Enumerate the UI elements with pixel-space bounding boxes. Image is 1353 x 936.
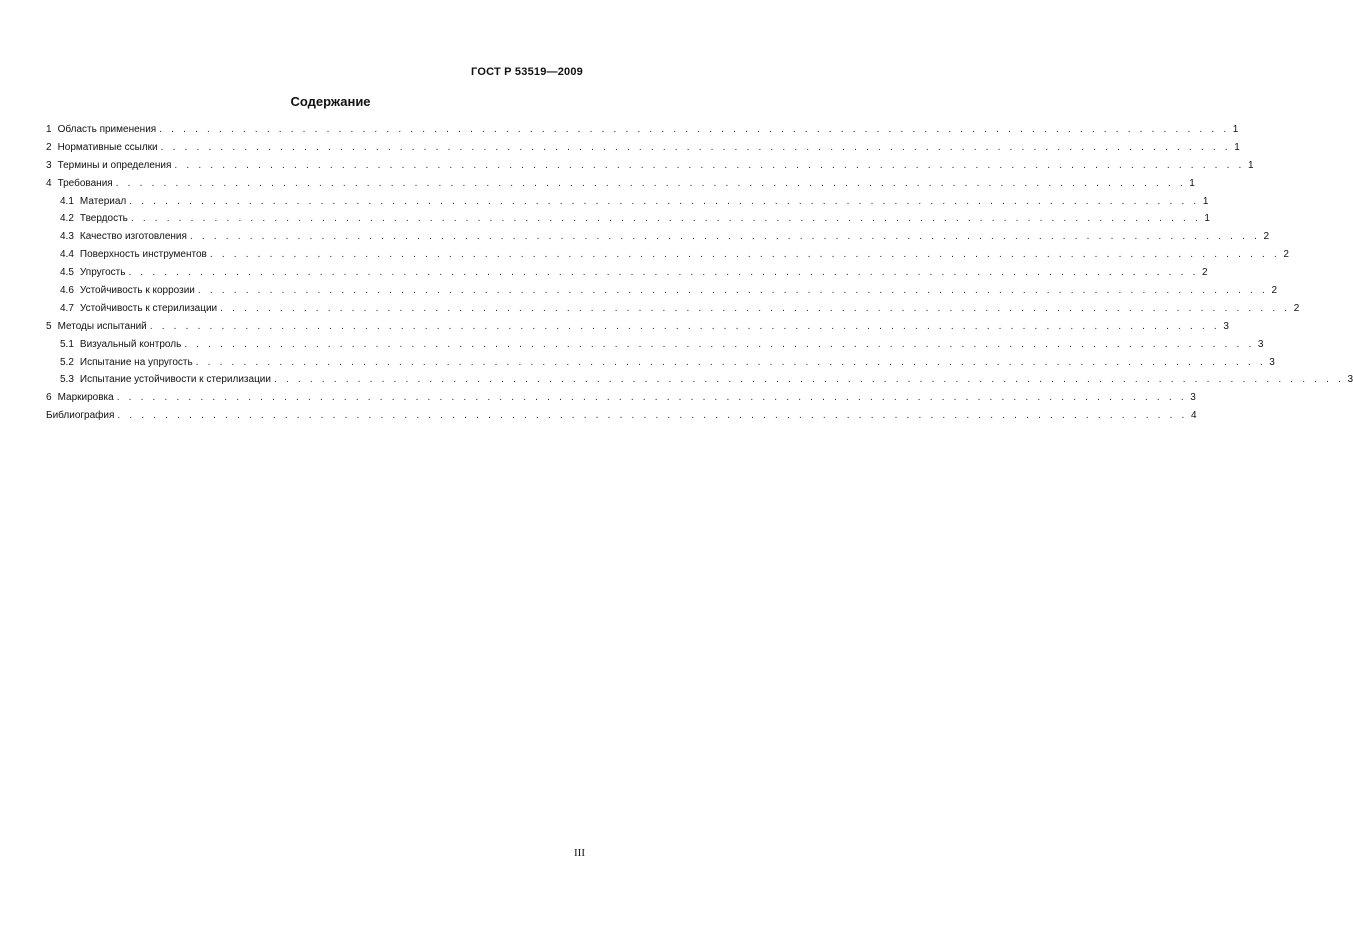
- toc-entry[interactable]: [46, 336, 1264, 354]
- dot-leader: . . . . . . . . . . . . . . . . . . . . . . . . . . . . . . . . . . . . . . . . . . . . . . . . . . . . . . . . . . . . . . . . . . . . . . . . . . . . . . . . . . . . . . . . . .: [209, 249, 1280, 261]
- toc-entry-number: 6: [46, 392, 52, 404]
- dot-leader: . . . . . . . . . . . . . . . . . . . . . . . . . . . . . . . . . . . . . . . . . . . . . . . . . . . . . . . . . . . . . . . . . . . . . . . . . . . . . . . . . . . . . . . . . .: [189, 231, 1261, 243]
- toc-entry[interactable]: [46, 210, 1210, 228]
- toc-entry-number: 4: [46, 177, 52, 189]
- toc-entry-page: 1: [1232, 124, 1239, 135]
- dot-leader: . . . . . . . . . . . . . . . . . . . . . . . . . . . . . . . . . . . . . . . . . . . . . . . . . . . . . . . . . . . . . . . . . . . . . . . . . . . . . . . . . . . . . . . . . .: [159, 124, 1230, 135]
- toc-entry-label: Требования: [57, 177, 113, 189]
- dot-leader: . . . . . . . . . . . . . . . . . . . . . . . . . . . . . . . . . . . . . . . . . . . . . . . . . . . . . . . . . . . . . . . . . . . . . . . . . . . . . . . . . . . . . . . . . .: [273, 374, 1345, 386]
- dot-leader: . . . . . . . . . . . . . . . . . . . . . . . . . . . . . . . . . . . . . . . . . . . . . . . . . . . . . . . . . . . . . . . . . . . . . . . . . . . . . . . . . . . . . . . . . .: [116, 392, 1187, 404]
- toc-entry-label: Библиография: [46, 410, 115, 422]
- toc-entry-number: 4.5: [60, 267, 74, 279]
- toc-entry-number: 4.7: [60, 302, 74, 314]
- toc-entry-number: 5: [46, 320, 52, 332]
- toc-entry-page: 2: [1283, 249, 1289, 261]
- toc-entry-page: 4: [1190, 410, 1197, 422]
- toc-entry-page: 1: [1234, 141, 1240, 153]
- toc-entry[interactable]: [46, 121, 1239, 139]
- toc-entry[interactable]: [46, 228, 1270, 246]
- toc-entry-label: Визуальный контроль: [79, 338, 182, 350]
- toc-entry-label: Качество изготовления: [79, 231, 187, 243]
- toc-entry[interactable]: [46, 407, 1197, 425]
- toc-entry[interactable]: [46, 354, 1275, 372]
- toc-entry-page: 1: [1204, 213, 1210, 225]
- toc-entry[interactable]: [46, 193, 1209, 211]
- toc-entry-number: 4.2: [60, 213, 74, 225]
- toc-entry[interactable]: [46, 175, 1195, 193]
- dot-leader: . . . . . . . . . . . . . . . . . . . . . . . . . . . . . . . . . . . . . . . . . . . . . . . . . . . . . . . . . . . . . . . . . . . . . . . . . . . . . . . . . . . . . . . . . .: [128, 267, 1199, 279]
- toc-title: Содержание: [290, 94, 371, 109]
- toc-entry[interactable]: [46, 157, 1254, 175]
- toc-entry-page: 3: [1190, 392, 1196, 404]
- toc-entry[interactable]: [46, 282, 1277, 300]
- toc-entry-page: 3: [1269, 356, 1275, 368]
- toc-entry-number: 5.3: [60, 374, 74, 386]
- toc-entry-page: 1: [1189, 177, 1195, 189]
- document-id: ГОСТ Р 53519—2009: [471, 66, 583, 78]
- toc-entry-label: Твердость: [79, 213, 128, 225]
- dot-leader: . . . . . . . . . . . . . . . . . . . . . . . . . . . . . . . . . . . . . . . . . . . . . . . . . . . . . . . . . . . . . . . . . . . . . . . . . . . . . . . . . . . . . . . . . .: [174, 159, 1245, 171]
- page-number: III: [574, 847, 585, 859]
- toc-entry-number: 5.1: [60, 338, 74, 350]
- toc-entry-page: 2: [1271, 285, 1277, 297]
- dot-leader: . . . . . . . . . . . . . . . . . . . . . . . . . . . . . . . . . . . . . . . . . . . . . . . . . . . . . . . . . . . . . . . . . . . . . . . . . . . . . . . . . . . . . . . . . .: [184, 338, 1255, 350]
- toc-entry[interactable]: [46, 371, 1353, 389]
- dot-leader: . . . . . . . . . . . . . . . . . . . . . . . . . . . . . . . . . . . . . . . . . . . . . . . . . . . . . . . . . . . . . . . . . . . . . . . . . . . . . . . . . . . . . . . . . .: [130, 213, 1201, 225]
- toc-entry-number: 5.2: [60, 356, 74, 368]
- toc-entry-number: 4.6: [60, 285, 74, 297]
- toc-entry[interactable]: [46, 389, 1196, 407]
- toc-entry[interactable]: [46, 246, 1289, 264]
- toc-entry-label: Поверхность инструментов: [79, 249, 207, 261]
- toc-entry-label: Материал: [79, 195, 127, 207]
- toc-entry-label: Нормативные ссылки: [57, 141, 158, 153]
- table-of-contents: [46, 121, 1353, 425]
- toc-entry[interactable]: [46, 139, 1240, 157]
- toc-entry-label: Испытание устойчивости к стерилизации: [79, 374, 271, 386]
- dot-leader: . . . . . . . . . . . . . . . . . . . . . . . . . . . . . . . . . . . . . . . . . . . . . . . . . . . . . . . . . . . . . . . . . . . . . . . . . . . . . . . . . . . . . . . . . .: [220, 302, 1291, 314]
- toc-entry[interactable]: [46, 300, 1300, 318]
- dot-leader: . . . . . . . . . . . . . . . . . . . . . . . . . . . . . . . . . . . . . . . . . . . . . . . . . . . . . . . . . . . . . . . . . . . . . . . . . . . . . . . . . . . . . . . . . .: [117, 410, 1188, 422]
- toc-entry-page: 3: [1223, 320, 1229, 332]
- toc-entry-label: Область применения: [57, 124, 157, 135]
- dot-leader: . . . . . . . . . . . . . . . . . . . . . . . . . . . . . . . . . . . . . . . . . . . . . . . . . . . . . . . . . . . . . . . . . . . . . . . . . . . . . . . . . . . . . . . . . .: [115, 177, 1186, 189]
- toc-entry-page: 1: [1247, 159, 1254, 171]
- toc-entry-page: 2: [1293, 302, 1300, 314]
- dot-leader: . . . . . . . . . . . . . . . . . . . . . . . . . . . . . . . . . . . . . . . . . . . . . . . . . . . . . . . . . . . . . . . . . . . . . . . . . . . . . . . . . . . . . . . . . .: [129, 195, 1200, 207]
- toc-entry-page: 1: [1202, 195, 1209, 207]
- toc-entry-page: 3: [1257, 338, 1264, 350]
- toc-entry-label: Упругость: [79, 267, 126, 279]
- toc-entry-label: Методы испытаний: [57, 320, 147, 332]
- toc-entry-number: 4.1: [60, 195, 74, 207]
- toc-entry-page: 2: [1263, 231, 1270, 243]
- toc-entry-number: 1: [46, 124, 52, 135]
- dot-leader: . . . . . . . . . . . . . . . . . . . . . . . . . . . . . . . . . . . . . . . . . . . . . . . . . . . . . . . . . . . . . . . . . . . . . . . . . . . . . . . . . . . . . . . . . .: [197, 285, 1268, 297]
- dot-leader: . . . . . . . . . . . . . . . . . . . . . . . . . . . . . . . . . . . . . . . . . . . . . . . . . . . . . . . . . . . . . . . . . . . . . . . . . . . . . . . . . . . . . . . . . .: [160, 141, 1231, 153]
- dot-leader: . . . . . . . . . . . . . . . . . . . . . . . . . . . . . . . . . . . . . . . . . . . . . . . . . . . . . . . . . . . . . . . . . . . . . . . . . . . . . . . . . . . . . . . . . .: [195, 356, 1266, 368]
- toc-entry-number: 3: [46, 159, 52, 171]
- toc-entry-number: 4.3: [60, 231, 74, 243]
- toc-entry-number: 2: [46, 141, 52, 153]
- toc-entry-page: 3: [1347, 374, 1353, 386]
- toc-entry[interactable]: [46, 264, 1208, 282]
- toc-entry-number: 4.4: [60, 249, 74, 261]
- dot-leader: . . . . . . . . . . . . . . . . . . . . . . . . . . . . . . . . . . . . . . . . . . . . . . . . . . . . . . . . . . . . . . . . . . . . . . . . . . . . . . . . . . . . . . . . . .: [149, 320, 1220, 332]
- toc-entry-label: Устойчивость к стерилизации: [79, 302, 218, 314]
- toc-entry-label: Маркировка: [57, 392, 114, 404]
- toc-entry-label: Устойчивость к коррозии: [79, 285, 195, 297]
- toc-entry[interactable]: [46, 318, 1229, 336]
- toc-entry-label: Термины и определения: [57, 159, 172, 171]
- toc-entry-page: 2: [1202, 267, 1208, 279]
- toc-entry-label: Испытание на упругость: [79, 356, 193, 368]
